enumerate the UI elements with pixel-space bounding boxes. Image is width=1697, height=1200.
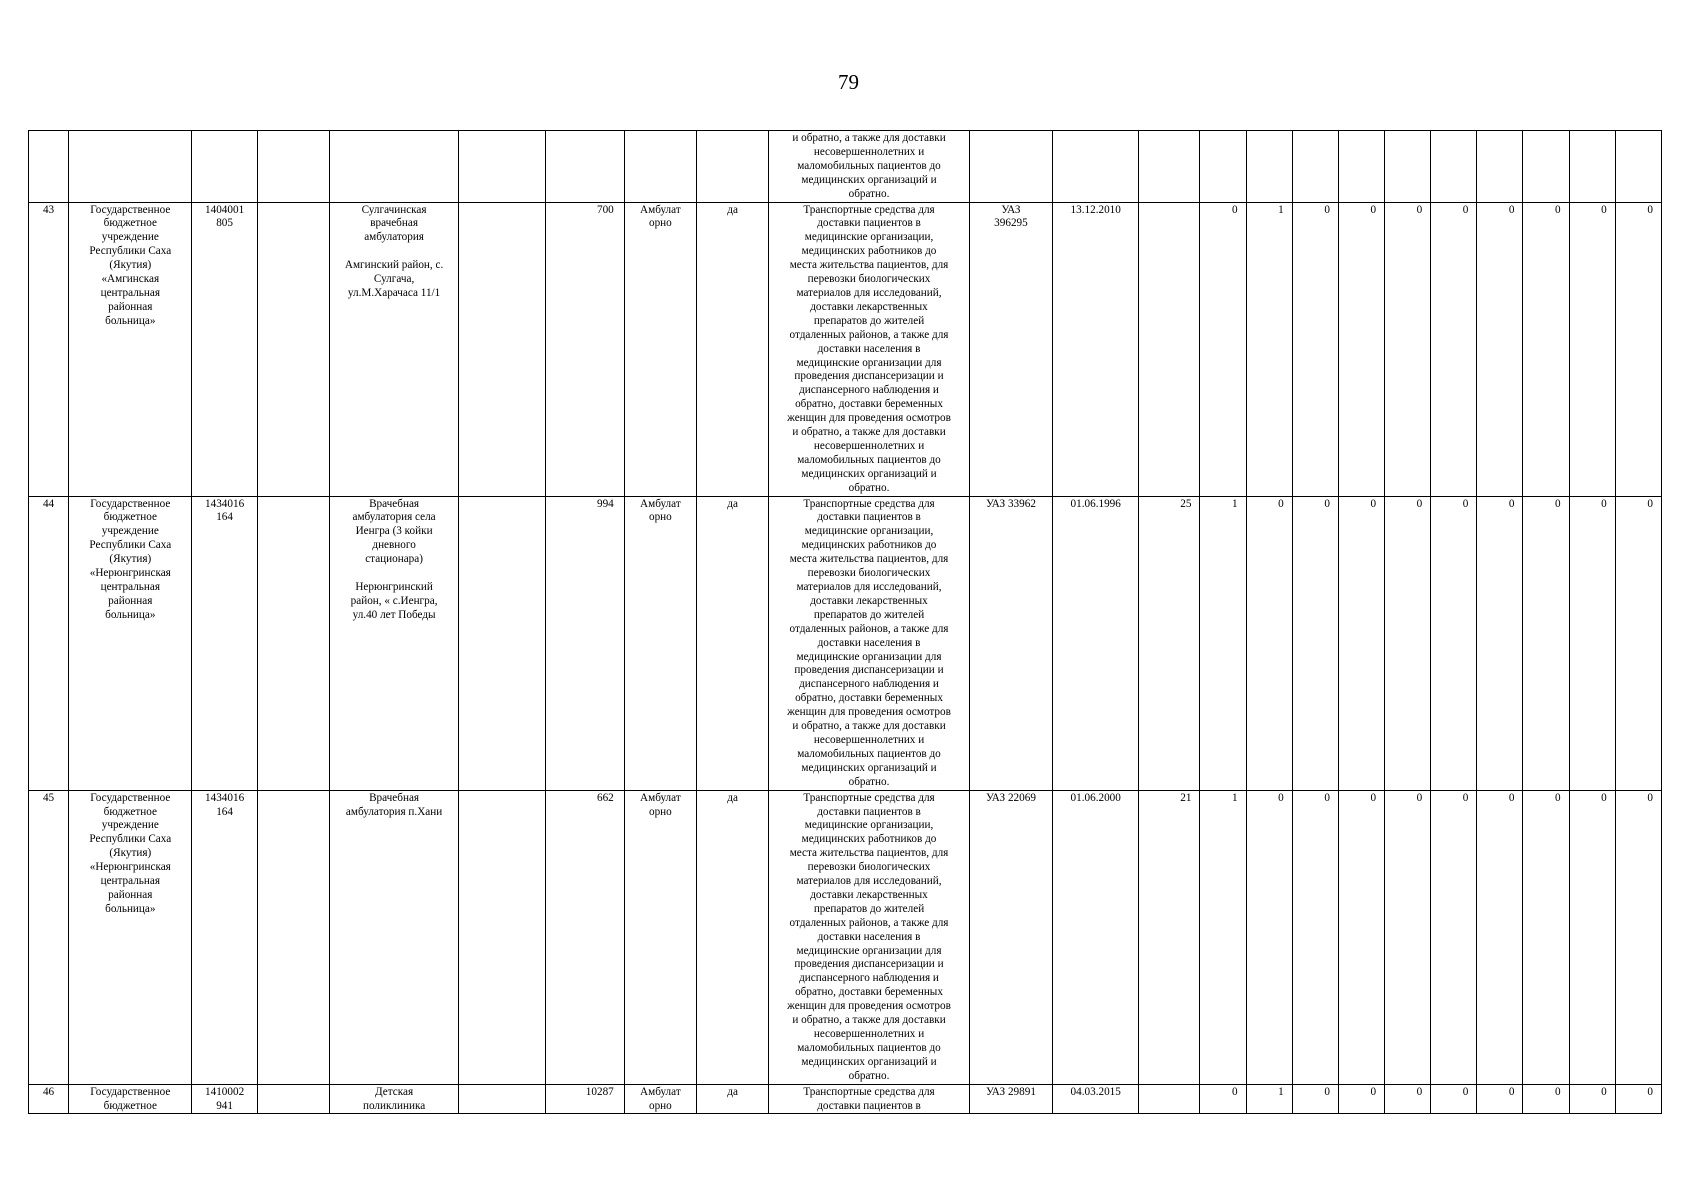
cell-population: 10287 [545, 1084, 624, 1114]
cell-age [1139, 202, 1200, 496]
cell-inn: 1434016 164 [192, 496, 257, 790]
cell-value: 0 [1569, 1084, 1615, 1114]
cell-age: 21 [1139, 790, 1200, 1084]
cell-date: 13.12.2010 [1053, 202, 1139, 496]
table-row [29, 496, 1662, 790]
cell-value: 0 [1385, 790, 1431, 1084]
cell-inn: 1434016 164 [192, 790, 257, 1084]
cell-date: 01.06.2000 [1053, 790, 1139, 1084]
cell-value: 0 [1338, 496, 1384, 790]
cell-value: 0 [1385, 1084, 1431, 1114]
cell-c6 [459, 1084, 545, 1114]
cell-population: 700 [545, 202, 624, 496]
cell-organization: Государственное бюджетное учреждение Республики Саха (Якутия) «Амгинская центральная районная больница» [69, 202, 192, 496]
cell-value: 0 [1615, 1084, 1661, 1114]
cell-no: 43 [29, 202, 69, 496]
cell-value: 1 [1246, 1084, 1292, 1114]
cell-value: 0 [1431, 496, 1477, 790]
cell-purpose: Транспортные средства для доставки пациентов в медицинские организации, медицинских работников до места жительства пациентов, для перевозки биологических материалов для исследований, доставки лекарственных препаратов до жителей отдаленных районов, а также для доставки населения в медицинские организации для проведения диспансеризации и диспансерного наблюдения и обратно, доставки беременных женщин для проведения осмотров и обратно, а также для доставки несовершеннолетних и маломобильных пациентов до медицинских организаций и обратно. [769, 790, 970, 1084]
cell-value: 0 [1292, 496, 1338, 790]
cell-value [1523, 131, 1569, 203]
cell-value [1385, 131, 1431, 203]
cell-purpose: Транспортные средства для доставки пациентов в [769, 1084, 970, 1114]
cell-value [1246, 131, 1292, 203]
cell-value: 0 [1477, 202, 1523, 496]
cell-value: 0 [1200, 1084, 1246, 1114]
cell-value: 0 [1477, 496, 1523, 790]
cell-organization [69, 131, 192, 203]
cell-c6 [459, 496, 545, 790]
cell-value: 0 [1246, 790, 1292, 1084]
cell-value [1338, 131, 1384, 203]
cell-type: Амбулат орно [624, 202, 696, 496]
cell-value: 0 [1523, 1084, 1569, 1114]
cell-inn: 1404001 805 [192, 202, 257, 496]
cell-value [1200, 131, 1246, 203]
cell-flag: да [696, 790, 768, 1084]
vehicle-registry-table [28, 130, 1662, 1114]
cell-inn: 1410002 941 [192, 1084, 257, 1114]
cell-age [1139, 1084, 1200, 1114]
cell-purpose: Транспортные средства для доставки пациентов в медицинские организации, медицинских работников до места жительства пациентов, для перевозки биологических материалов для исследований, доставки лекарственных препаратов до жителей отдаленных районов, а также для доставки населения в медицинские организации для проведения диспансеризации и диспансерного наблюдения и обратно, доставки беременных женщин для проведения осмотров и обратно, а также для доставки несовершеннолетних и маломобильных пациентов до медицинских организаций и обратно. [769, 496, 970, 790]
cell-population: 994 [545, 496, 624, 790]
cell-value: 1 [1246, 202, 1292, 496]
cell-value [1569, 131, 1615, 203]
cell-facility: Сулгачинская врачебная амбулатория Амгинский район, с. Сулгача, ул.М.Харачаса 11/1 [329, 202, 458, 496]
cell-value: 0 [1477, 790, 1523, 1084]
cell-organization: Государственное бюджетное учреждение Республики Саха (Якутия) «Нерюнгринская центральная районная больница» [69, 496, 192, 790]
cell-value: 0 [1615, 790, 1661, 1084]
cell-population [545, 131, 624, 203]
cell-value: 0 [1569, 496, 1615, 790]
cell-value: 1 [1200, 790, 1246, 1084]
cell-no: 45 [29, 790, 69, 1084]
cell-no [29, 131, 69, 203]
cell-vehicle: УАЗ 396295 [969, 202, 1052, 496]
table-row [29, 1084, 1662, 1114]
table-row [29, 790, 1662, 1084]
cell-value: 0 [1569, 790, 1615, 1084]
cell-no: 46 [29, 1084, 69, 1114]
cell-facility: Врачебная амбулатория п.Хани [329, 790, 458, 1084]
cell-organization: Государственное бюджетное учреждение Республики Саха (Якутия) «Нерюнгринская центральная районная больница» [69, 790, 192, 1084]
cell-flag: да [696, 496, 768, 790]
cell-value: 0 [1431, 202, 1477, 496]
cell-purpose: и обратно, а также для доставки несовершеннолетних и маломобильных пациентов до медицинских организаций и обратно. [769, 131, 970, 203]
cell-type: Амбулат орно [624, 1084, 696, 1114]
cell-c4 [257, 202, 329, 496]
cell-vehicle: УАЗ 29891 [969, 1084, 1052, 1114]
cell-flag: да [696, 202, 768, 496]
cell-value: 0 [1615, 496, 1661, 790]
cell-age [1139, 131, 1200, 203]
cell-value [1431, 131, 1477, 203]
cell-flag [696, 131, 768, 203]
cell-type: Амбулат орно [624, 496, 696, 790]
cell-facility: Врачебная амбулатория села Иенгра (3 койки дневного стационара) Нерюнгринский район, « с.Иенгра, ул.40 лет Победы [329, 496, 458, 790]
cell-value: 0 [1338, 1084, 1384, 1114]
cell-facility [329, 131, 458, 203]
cell-value: 0 [1200, 202, 1246, 496]
cell-value: 0 [1523, 202, 1569, 496]
cell-purpose: Транспортные средства для доставки пациентов в медицинские организации, медицинских работников до места жительства пациентов, для перевозки биологических материалов для исследований, доставки лекарственных препаратов до жителей отдаленных районов, а также для доставки населения в медицинские организации для проведения диспансеризации и диспансерного наблюдения и обратно, доставки беременных женщин для проведения осмотров и обратно, а также для доставки несовершеннолетних и маломобильных пациентов до медицинских организаций и обратно. [769, 202, 970, 496]
cell-vehicle: УАЗ 33962 [969, 496, 1052, 790]
table-row [29, 202, 1662, 496]
cell-age: 25 [1139, 496, 1200, 790]
cell-type [624, 131, 696, 203]
cell-date: 01.06.1996 [1053, 496, 1139, 790]
cell-c6 [459, 202, 545, 496]
cell-vehicle: УАЗ 22069 [969, 790, 1052, 1084]
page-number: 79 [838, 70, 859, 94]
cell-inn [192, 131, 257, 203]
cell-facility: Детская поликлиника [329, 1084, 458, 1114]
cell-value: 0 [1338, 202, 1384, 496]
cell-organization: Государственное бюджетное [69, 1084, 192, 1114]
cell-value: 0 [1477, 1084, 1523, 1114]
cell-c4 [257, 1084, 329, 1114]
cell-value: 0 [1615, 202, 1661, 496]
cell-value: 0 [1338, 790, 1384, 1084]
cell-value: 0 [1292, 1084, 1338, 1114]
cell-value: 0 [1523, 790, 1569, 1084]
cell-value: 0 [1385, 496, 1431, 790]
cell-value: 0 [1523, 496, 1569, 790]
cell-value [1292, 131, 1338, 203]
cell-value: 0 [1292, 202, 1338, 496]
cell-c4 [257, 790, 329, 1084]
cell-value: 0 [1246, 496, 1292, 790]
cell-value: 0 [1431, 790, 1477, 1084]
table-row-continuation [29, 131, 1662, 203]
cell-type: Амбулат орно [624, 790, 696, 1084]
cell-value [1615, 131, 1661, 203]
cell-c4 [257, 496, 329, 790]
cell-value: 0 [1431, 1084, 1477, 1114]
cell-value: 1 [1200, 496, 1246, 790]
cell-no: 44 [29, 496, 69, 790]
cell-population: 662 [545, 790, 624, 1084]
cell-value: 0 [1292, 790, 1338, 1084]
cell-c4 [257, 131, 329, 203]
cell-date: 04.03.2015 [1053, 1084, 1139, 1114]
cell-value: 0 [1569, 202, 1615, 496]
cell-value [1477, 131, 1523, 203]
cell-date [1053, 131, 1139, 203]
cell-c6 [459, 790, 545, 1084]
cell-vehicle [969, 131, 1052, 203]
cell-c6 [459, 131, 545, 203]
cell-value: 0 [1385, 202, 1431, 496]
cell-flag: да [696, 1084, 768, 1114]
